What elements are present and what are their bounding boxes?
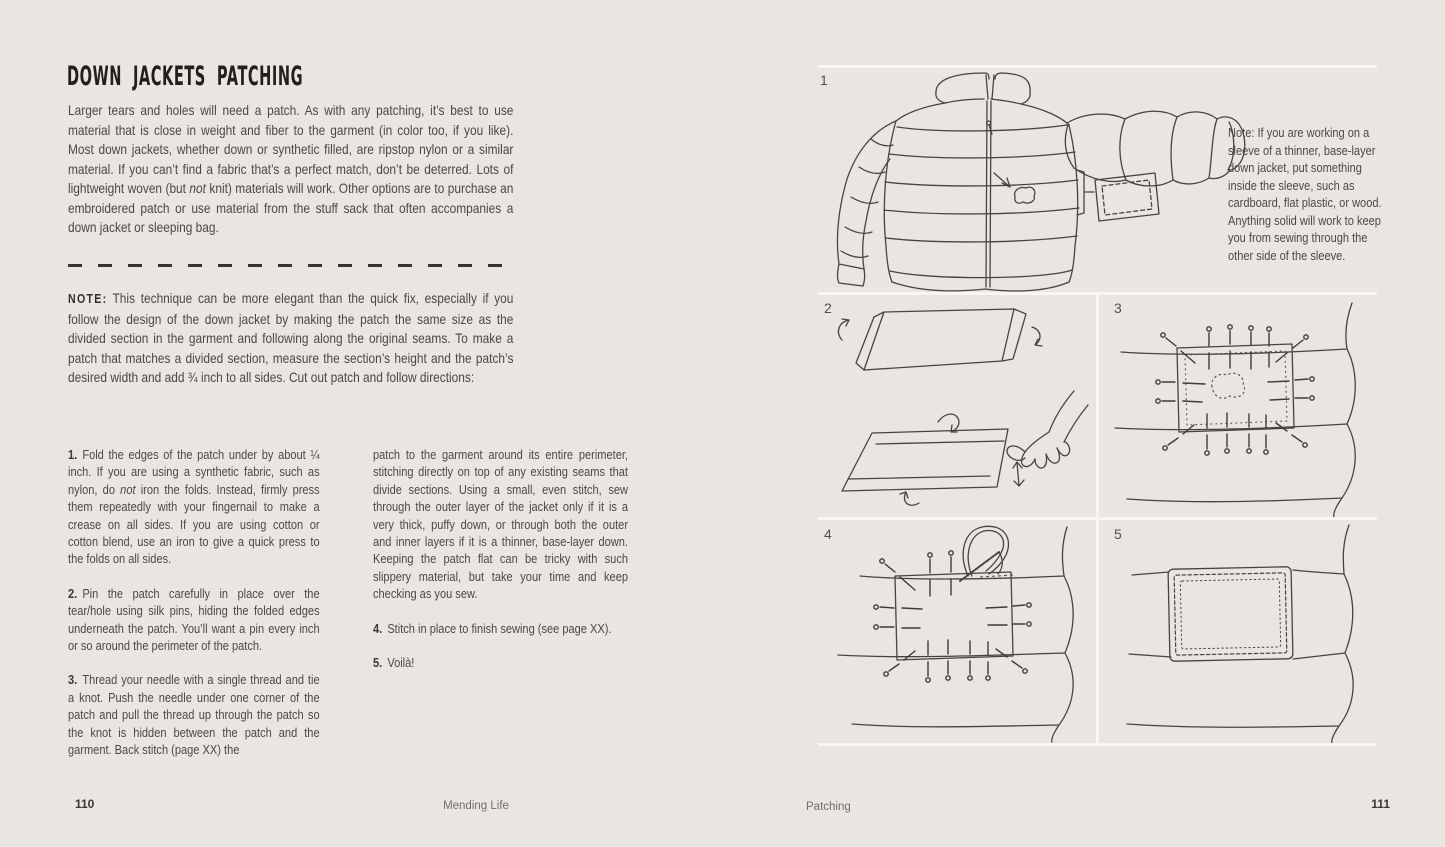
step-4: 4. Stitch in place to finish sewing (see page XX). xyxy=(373,620,612,636)
figure-fold-and-press-patch xyxy=(818,295,1096,517)
rule-bottom xyxy=(818,743,1377,746)
figure-down-jacket-with-patch-swatch xyxy=(818,68,1377,292)
panel-3-label: 3 xyxy=(1114,300,1122,316)
step-3-continued: patch to the garment around its entire perimeter, stitching directly on top of any existing seams that divide sections. Using a small, even stitch, sew through the outer layer of the jacket only if it is a very thick, puffy down, or through both the outer and inner layers if it is a thinner, base-layer down. Keeping the patch flat can be tricky with such slippery material, but take your time and keep checking as you sew. xyxy=(373,447,628,602)
step-3: 3. Thread your needle with a single thread and tie a knot. Push the needle under one corner of the patch and pull the thread up through the patch so the knot is hidden between the patch and the garment. Back stitch (page XX) the xyxy=(68,672,320,758)
page-number-right: 111 xyxy=(1371,797,1390,811)
step-1: 1. Fold the edges of the patch under by about ¼ inch. If you are using a synthetic fabric, such as nylon, do not iron the folds. Instead, firmly press them repeatedly with your fingernail to make a crease on all sides. If you are using cotton or cotton blend, use an iron to give a quick press to the folds on all sides. xyxy=(68,447,320,567)
page-left xyxy=(0,0,722,847)
instructions-column-left xyxy=(68,446,320,776)
instructions-column-right xyxy=(373,446,628,688)
panel-4-label: 4 xyxy=(824,526,832,542)
sleeve-tip-note: Note: If you are working on a sleeve of a thinner, base-layer down jacket, put something inside the sleeve, such as cardboard, flat plastic, or wood. Anything solid will work to keep you from sewing through the other side of the sleeve. xyxy=(1228,125,1382,263)
page-title: DOWN JACKETS PATCHING xyxy=(67,61,304,92)
figure-pinned-patch xyxy=(1099,295,1377,517)
panel-2-label: 2 xyxy=(824,300,832,316)
note-label: NOTE: xyxy=(68,292,108,306)
panel-5-label: 5 xyxy=(1114,526,1122,542)
running-footer-section: Patching xyxy=(806,801,851,813)
running-footer-book-title: Mending Life xyxy=(443,800,509,812)
intro-paragraph: Larger tears and holes will need a patch. As with any patching, it’s best to use material that is close in weight and fiber to the garment (in color too, if you like). Most down jackets, whether down or synthetic filled, are ripstop nylon or a similar material. If you can’t find a fabric that’s a perfect match, don’t be deterred. Lots of lightweight woven (but not knit) materials will work. Other options are to purchase an embroidered patch or use material from the stuff sack that often accompanies a down jacket or sleeping bag. xyxy=(68,102,514,235)
figure-sewing-patch-needle-thread xyxy=(818,520,1096,743)
dashed-divider xyxy=(68,264,514,267)
note-paragraph: NOTE: This technique can be more elegant than the quick fix, especially if you follow the design of the down jacket by making the patch the same size as the divided section in the garment and following along the original seams. To make a patch that matches a divided section, measure the section’s height and the patch’s desired width and add ¾ inch to all sides. Cut out patch and follow directions: xyxy=(68,290,514,385)
step-5: 5. Voilà! xyxy=(373,655,415,671)
step-2: 2. Pin the patch carefully in place over the tear/hole using silk pins, hiding the folded edges underneath the patch. You’ll want a pin every inch or so around the perimeter of the patch. xyxy=(68,585,320,654)
figure-finished-patch xyxy=(1099,520,1377,743)
page-number-left: 110 xyxy=(75,797,95,811)
panel-1-label: 1 xyxy=(820,72,828,88)
